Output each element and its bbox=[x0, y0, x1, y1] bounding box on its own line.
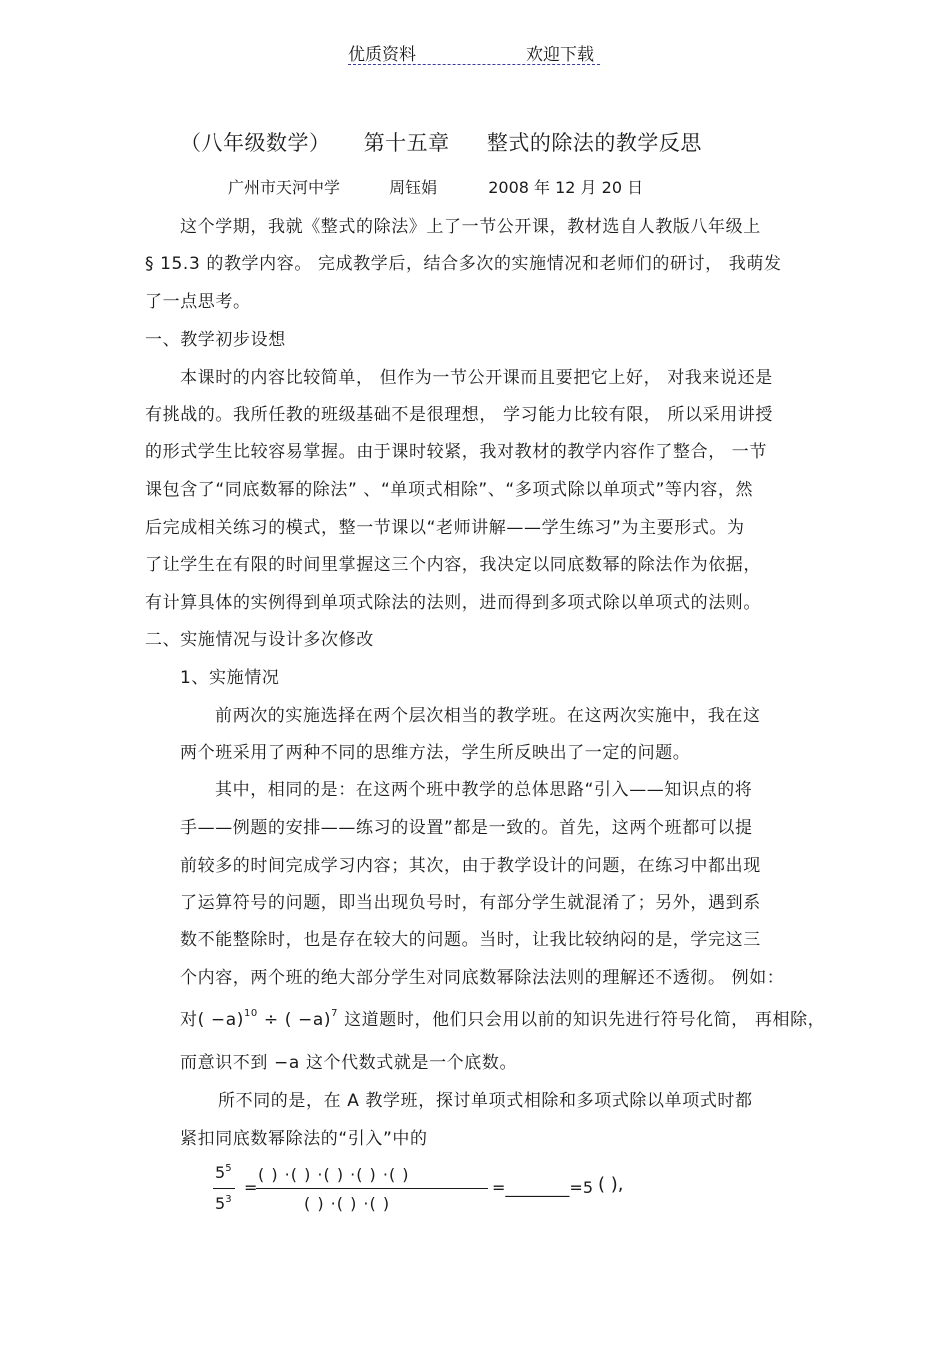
text-line: 而意识不到 −a 这个代数式就是一个底数。 bbox=[180, 1053, 518, 1073]
text-line: 的形式学生比较容易掌握。由于课时较紧，我对教材的教学内容作了整合， 一节 bbox=[145, 442, 768, 462]
text-line: 有计算具体的实例得到单项式除法的法则，进而得到多项式除以单项式的法则。 bbox=[145, 593, 761, 613]
text-line: 了一点思考。 bbox=[145, 292, 251, 312]
text-line: 前较多的时间完成学习内容；其次，由于教学设计的问题，在练习中都出现 bbox=[180, 856, 761, 876]
text-line: 本课时的内容比较简单， 但作为一节公开课而且要把它上好， 对我来说还是 bbox=[180, 368, 773, 388]
byline-date: 2008 年 12 月 20 日 bbox=[488, 178, 644, 197]
fraction-numerator-blanks: ( ) ·( ) ·( ) ·( ) ·( ) bbox=[258, 1165, 410, 1184]
header-left: 优质资料 bbox=[348, 45, 416, 65]
text-line: 了让学生在有限的时间里掌握这三个内容，我决定以同底数幂的除法作为依据， bbox=[145, 555, 761, 575]
text-line: 数不能整除时，也是存在较大的问题。当时，让我比较纳闷的是，学完这三 bbox=[180, 930, 761, 950]
text-line: 其中，相同的是：在这两个班中教学的总体思路“引入——知识点的将 bbox=[215, 780, 753, 800]
byline-school: 广州市天河中学 bbox=[228, 178, 341, 197]
text-line: 了运算符号的问题，即当出现负号时，有部分学生就混淆了；另外，遇到系 bbox=[180, 893, 761, 913]
exponent-blank: ( ), bbox=[598, 1174, 624, 1195]
fraction-left-numerator bbox=[215, 1163, 232, 1182]
byline-author: 周钰娟 bbox=[389, 178, 438, 197]
fraction-bar-right bbox=[256, 1188, 488, 1189]
math-base-2: ( −a) bbox=[284, 1010, 332, 1030]
fraction-denominator-blanks: ( ) ·( ) ·( ) bbox=[304, 1194, 391, 1213]
page-title bbox=[180, 127, 702, 157]
num-exp: 5 bbox=[225, 1163, 232, 1174]
math-post: 这道题时，他们只会用以前的知识先进行符号化简， 再相除， bbox=[338, 1010, 826, 1030]
result-blank: =________=5 bbox=[492, 1178, 593, 1197]
num-base: 5 bbox=[215, 1163, 226, 1182]
fraction-bar-left bbox=[213, 1188, 235, 1189]
title-topic: 整式的除法的教学反思 bbox=[486, 131, 702, 155]
title-grade: （八年级数学） bbox=[180, 131, 331, 155]
header-right: 欢迎下载 bbox=[526, 45, 594, 65]
text-line: 个内容，两个班的绝大部分学生对同底数幂除法法则的理解还不透彻。 例如： bbox=[180, 968, 785, 988]
math-exp-2: 7 bbox=[331, 1008, 339, 1019]
section-heading: 二、实施情况与设计多次修改 bbox=[145, 630, 374, 650]
den-base: 5 bbox=[215, 1194, 226, 1213]
math-base-1: ( −a) bbox=[197, 1010, 244, 1030]
text-line: 前两次的实施选择在两个层次相当的教学班。在这两次实施中，我在这 bbox=[215, 706, 761, 726]
fraction-left-denominator bbox=[215, 1194, 232, 1213]
byline bbox=[228, 175, 643, 198]
math-example-line bbox=[180, 1005, 825, 1030]
math-exp-1: 10 bbox=[243, 1008, 258, 1019]
text-line: 课包含了“同底数幂的除法” 、“单项式相除”、“多项式除以单项式”等内容，然 bbox=[145, 480, 754, 500]
text-line: 紧扣同底数幂除法的“引入”中的 bbox=[180, 1129, 428, 1149]
text-line: 所不同的是，在 A 教学班，探讨单项式相除和多项式除以单项式时都 bbox=[218, 1091, 753, 1111]
math-divide: ÷ bbox=[257, 1010, 285, 1030]
header-divider bbox=[348, 64, 600, 65]
text-line: 后完成相关练习的模式，整一节课以“老师讲解——学生练习”为主要形式。为 bbox=[145, 518, 745, 538]
text-line: 手——例题的安排——练习的设置”都是一致的。首先，这两个班都可以提 bbox=[180, 818, 753, 838]
text-line: 这个学期，我就《整式的除法》上了一节公开课，教材选自人教版八年级上 bbox=[180, 217, 761, 237]
math-pre: 对 bbox=[180, 1010, 198, 1030]
text-line: 两个班采用了两种不同的思维方法，学生所反映出了一定的问题。 bbox=[180, 743, 691, 763]
subsection-heading: 1、实施情况 bbox=[180, 668, 280, 688]
text-line: 有挑战的。我所任教的班级基础不是很理想， 学习能力比较有限， 所以采用讲授 bbox=[145, 405, 774, 425]
title-chapter: 第十五章 bbox=[363, 131, 450, 155]
text-line: § 15.3 的教学内容。 完成教学后，结合多次的实施情况和老师们的研讨， 我萌发 bbox=[145, 254, 782, 274]
equals-sign: = bbox=[244, 1178, 258, 1197]
section-heading: 一、教学初步设想 bbox=[145, 330, 286, 350]
den-exp: 3 bbox=[225, 1194, 232, 1205]
